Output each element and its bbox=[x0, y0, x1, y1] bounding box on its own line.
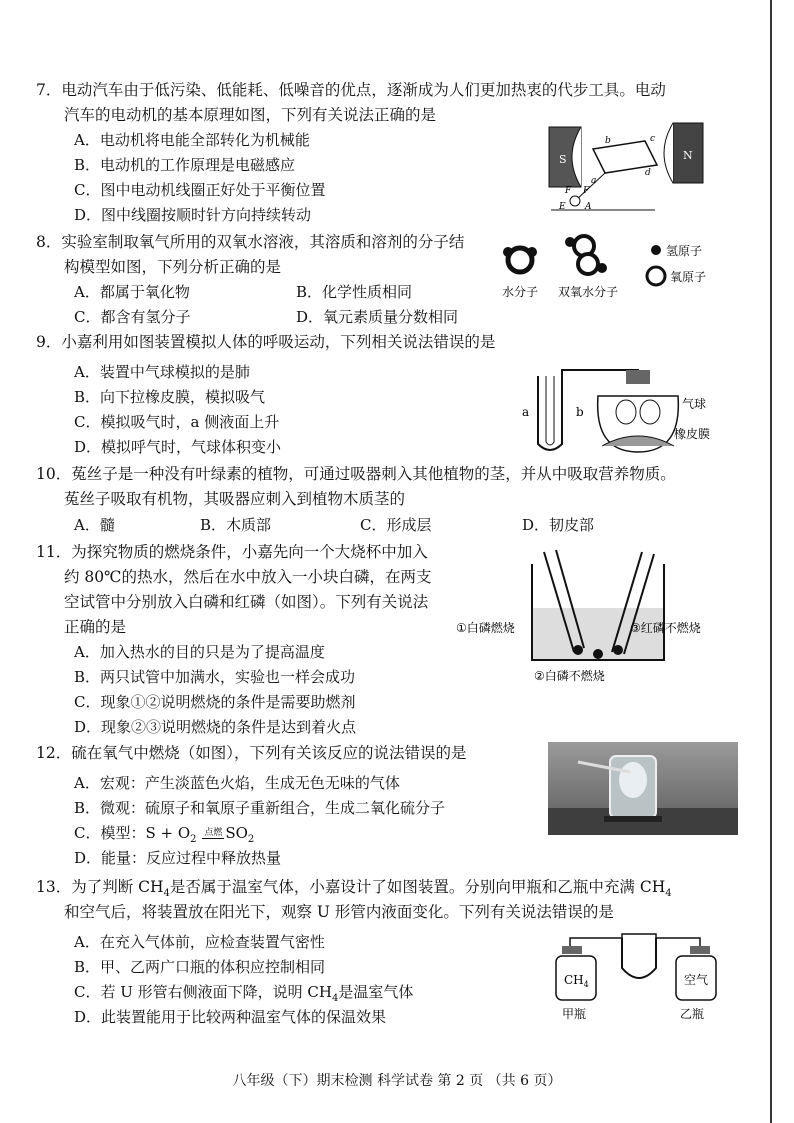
q8-option-b: B．化学性质相同 bbox=[296, 283, 413, 301]
q8-o-atom-label: 氧原子 bbox=[670, 270, 707, 284]
q12-c-o2-sub: 2 bbox=[190, 834, 197, 845]
q11-combustion-figure bbox=[454, 548, 724, 686]
q8-stem-line2: 构模型如图，下列分析正确的是 bbox=[64, 258, 282, 276]
q11-option-b: B．两只试管中加满水，实验也一样会成功 bbox=[74, 668, 356, 686]
q9-breathing-figure bbox=[518, 356, 718, 458]
q13-sub1: 4 bbox=[163, 888, 170, 900]
q13-option-d: D．此装置能用于比较两种温室气体的保温效果 bbox=[74, 1008, 387, 1026]
q7-f1-label: F bbox=[565, 186, 572, 196]
q7-d-label: d bbox=[645, 168, 651, 178]
q7-ai-label: A bbox=[585, 202, 592, 212]
q13-jia-label: 甲瓶 bbox=[562, 1007, 587, 1021]
q7-option-a: A．电动机将电能全部转化为机械能 bbox=[74, 131, 310, 149]
q7-e-label: E bbox=[559, 202, 566, 212]
q10-option-c: C．形成层 bbox=[360, 516, 432, 534]
q12-sulfur-burning-photo bbox=[548, 742, 738, 835]
q7-b-label: b bbox=[605, 136, 611, 146]
q13-c-a: C．若 U 形管右侧液面下降，说明 CH bbox=[74, 983, 332, 1001]
q11-phenomenon-1: ①白磷燃烧 bbox=[456, 621, 515, 635]
q13-sub2: 4 bbox=[665, 888, 672, 900]
q12-stem: 12．硫在氧气中燃烧（如图），下列有关该反应的说法错误的是 bbox=[36, 744, 467, 762]
q10-option-d: D．韧皮部 bbox=[522, 516, 595, 534]
q13-stem-line2: 和空气后，将装置放在阳光下，观察 U 形管内液面变化。下列有关说法错误的是 bbox=[64, 903, 614, 921]
q9-b-label: b bbox=[576, 405, 584, 419]
q10-stem-line2: 菟丝子吸取有机物，其吸器应刺入到植物木质茎的 bbox=[64, 490, 406, 508]
q11-phenomenon-3: ③红磷不燃烧 bbox=[630, 621, 701, 635]
q12-c-product-sub: 2 bbox=[247, 834, 255, 845]
q13-l1a: 13．为了判断 CH bbox=[36, 878, 164, 896]
q7-f2-label: F bbox=[583, 186, 590, 196]
page-edge bbox=[770, 0, 772, 1123]
q7-option-c: C．图中电动机线圈正好处于平衡位置 bbox=[74, 181, 326, 199]
q13-ch4-label: $CH_4$ bbox=[564, 973, 589, 989]
q8-water-label: 水分子 bbox=[502, 285, 539, 299]
q8-option-c: C．都含有氢分子 bbox=[74, 308, 191, 326]
q7-s-label: S bbox=[559, 153, 567, 166]
q11-stem-line2: 约 80℃的热水，然后在水中放入一小块白磷，在两支 bbox=[64, 568, 432, 586]
q7-a-label: a bbox=[591, 176, 597, 186]
q9-option-d: D．模拟呼气时，气球体积变小 bbox=[74, 438, 282, 456]
q7-stem-line1: 7．电动汽车由于低污染、低能耗、低噪音的优点，逐渐成为人们更加热衷的代步工具。电动 bbox=[36, 81, 666, 99]
q8-molecule-figure bbox=[498, 232, 738, 304]
q12-c-condition: 点燃 bbox=[204, 828, 223, 838]
q12-option-b: B．微观：硫原子和氧原子重新组合，生成二氧化硫分子 bbox=[74, 799, 446, 817]
q8-h2o2-label: 双氧水分子 bbox=[558, 285, 619, 299]
q13-l1b: 是否属于温室气体，小嘉设计了如图装置。分别向甲瓶和乙瓶中充满 CH bbox=[169, 878, 666, 896]
q11-stem-line3: 空试管中分别放入白磷和红磷（如图）。下列有关说法 bbox=[64, 593, 429, 611]
q13-greenhouse-figure bbox=[550, 928, 730, 1022]
q9-stem: 9．小嘉利用如图装置模拟人体的呼吸运动，下列相关说法错误的是 bbox=[36, 333, 496, 351]
q11-option-a: A．加入热水的目的只是为了提高温度 bbox=[74, 643, 325, 661]
q7-n-label: N bbox=[683, 149, 693, 162]
q8-h-atom-label: 氢原子 bbox=[666, 244, 703, 258]
q9-a-label: a bbox=[522, 405, 530, 419]
q7-stem-line2: 汽车的电动机的基本原理如图，下列有关说法正确的是 bbox=[64, 106, 437, 124]
q7-option-b: B．电动机的工作原理是电磁感应 bbox=[74, 156, 296, 174]
q7-c-label: c bbox=[650, 134, 656, 144]
q11-stem-line4: 正确的是 bbox=[64, 618, 127, 636]
q13-c-sub: 4 bbox=[331, 993, 339, 1004]
q12-c-product: SO bbox=[225, 824, 248, 842]
q10-option-a: A．髓 bbox=[74, 516, 115, 534]
q11-option-d: D．现象②③说明燃烧的条件是达到着火点 bbox=[74, 718, 357, 736]
q12-option-a: A．宏观：产生淡蓝色火焰，生成无色无味的气体 bbox=[74, 774, 400, 792]
q13-air-label: 空气 bbox=[684, 973, 709, 987]
q11-option-c: C．现象①②说明燃烧的条件是需要助燃剂 bbox=[74, 693, 356, 711]
q7-motor-figure bbox=[545, 113, 705, 218]
q8-option-a: A．都属于氧化物 bbox=[74, 283, 190, 301]
q13-option-a: A．在充入气体前，应检查装置气密性 bbox=[74, 933, 325, 951]
q8-stem-line1: 8．实验室制取氧气所用的双氧水溶液，其溶质和溶剂的分子结 bbox=[36, 233, 465, 251]
q9-option-c: C．模拟吸气时，a 侧液面上升 bbox=[74, 413, 280, 431]
page-footer: 八年级（下）期末检测 科学试卷 第 2 页 （共 6 页） bbox=[232, 1073, 562, 1089]
q13-yi-label: 乙瓶 bbox=[680, 1007, 705, 1021]
q9-balloon-label: 气球 bbox=[682, 397, 707, 411]
q13-c-b: 是温室气体 bbox=[338, 983, 414, 1001]
q9-option-a: A．装置中气球模拟的是肺 bbox=[74, 363, 250, 381]
q11-phenomenon-2: ②白磷不燃烧 bbox=[534, 669, 605, 683]
q12-option-d: D．能量：反应过程中释放热量 bbox=[74, 849, 282, 867]
q8-option-d: D．氧元素质量分数相同 bbox=[296, 308, 459, 326]
q10-option-b: B．木质部 bbox=[200, 516, 272, 534]
q9-option-b: B．向下拉橡皮膜，模拟吸气 bbox=[74, 388, 266, 406]
q10-stem-line1: 10．菟丝子是一种没有叶绿素的植物，可通过吸器刺入其他植物的茎，并从中吸取营养物质。 bbox=[36, 465, 676, 483]
q7-option-d: D．图中线圈按顺时针方向持续转动 bbox=[74, 206, 312, 224]
q13-option-b: B．甲、乙两广口瓶的体积应控制相同 bbox=[74, 958, 326, 976]
q9-membrane-label: 橡皮膜 bbox=[674, 427, 711, 441]
q12-c-prefix: C．模型：S + O bbox=[74, 824, 191, 842]
q11-stem-line1: 11．为探究物质的燃烧条件，小嘉先向一个大烧杯中加入 bbox=[36, 543, 428, 561]
